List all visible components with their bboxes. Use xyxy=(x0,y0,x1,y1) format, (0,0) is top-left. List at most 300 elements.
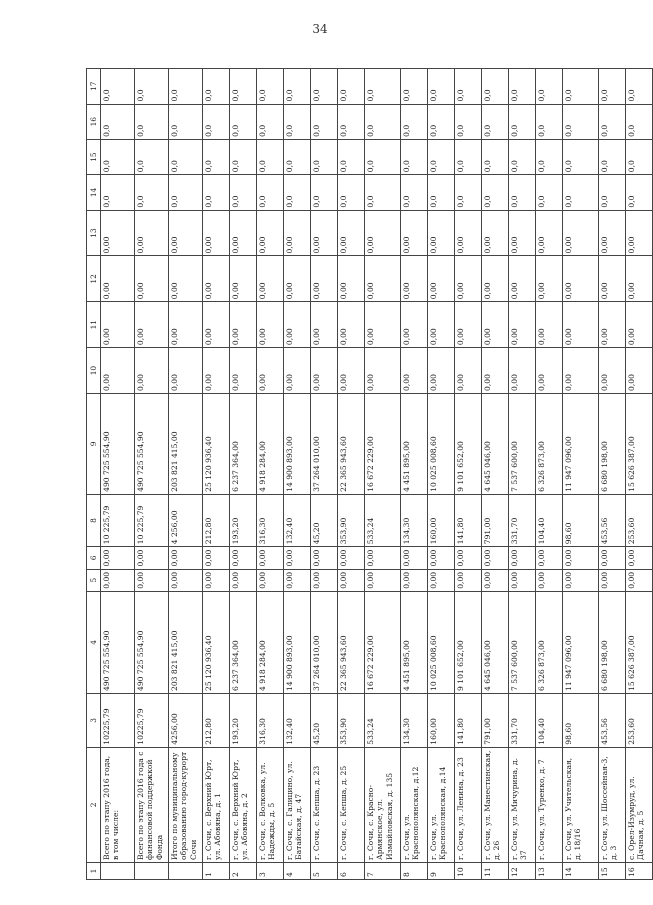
table-cell: 203 821 415,00 xyxy=(169,393,203,494)
table-cell: 11 947 096,00 xyxy=(563,591,599,693)
table-cell: 0,00 xyxy=(284,547,311,569)
column-number: 15 xyxy=(87,139,101,174)
table-cell: 9 101 652,00 xyxy=(455,393,482,494)
table-cell: 0,0 xyxy=(626,139,653,174)
table-cell: г. Сочи, ул. Краснополянская, д.14 xyxy=(428,747,455,862)
table-cell: 0,0 xyxy=(230,69,257,105)
table-cell: 0,00 xyxy=(284,302,311,348)
table-cell: 490 725 554,90 xyxy=(135,393,169,494)
table-cell: 0,00 xyxy=(365,348,401,394)
table-cell: 331,70 xyxy=(509,494,536,546)
table-row xyxy=(338,69,365,880)
table-cell: 0,00 xyxy=(230,210,257,256)
table-cell: 0,00 xyxy=(482,302,509,348)
table-cell: 12 xyxy=(509,862,536,879)
table-cell: 16 xyxy=(626,862,653,879)
table-cell: 0,00 xyxy=(135,569,169,591)
table-cell: 0,00 xyxy=(509,256,536,302)
table-cell: 0,0 xyxy=(401,175,428,210)
table-cell: 0,00 xyxy=(284,569,311,591)
table-row xyxy=(311,69,338,880)
table-cell: 0,0 xyxy=(135,175,169,210)
table-cell: 0,0 xyxy=(230,139,257,174)
column-number: 10 xyxy=(87,348,101,394)
table-cell: 0,0 xyxy=(203,104,230,139)
table-cell: 0,00 xyxy=(230,547,257,569)
table-row xyxy=(257,69,284,880)
table-cell: 0,00 xyxy=(599,547,626,569)
table-cell: 0,00 xyxy=(169,569,203,591)
table-cell: 0,0 xyxy=(482,175,509,210)
table-cell: 0,00 xyxy=(428,547,455,569)
table-cell: 0,0 xyxy=(311,139,338,174)
table-cell: 0,00 xyxy=(482,210,509,256)
table-cell: 0,00 xyxy=(365,210,401,256)
table-cell: 212,80 xyxy=(203,494,230,546)
table-cell: 0,0 xyxy=(311,175,338,210)
table-cell: 14 xyxy=(563,862,599,879)
table-cell: 0,00 xyxy=(230,569,257,591)
table-cell: 0,00 xyxy=(203,256,230,302)
table-cell: 10 xyxy=(455,862,482,879)
table-cell: 11 xyxy=(482,862,509,879)
table-cell: 6 237 364,00 xyxy=(230,591,257,693)
table-cell: 0,0 xyxy=(203,69,230,105)
table-cell: 10 025 008,60 xyxy=(428,591,455,693)
table-cell: 353,90 xyxy=(338,693,365,747)
table-cell: 0,00 xyxy=(428,569,455,591)
table-row xyxy=(284,69,311,880)
table-cell: 0,00 xyxy=(455,302,482,348)
table-row xyxy=(536,69,563,880)
table-cell: г. Сочи, с. Верхний Юрт, ул. Абовяна, д. 1 xyxy=(203,747,230,862)
table-cell: 134,30 xyxy=(401,494,428,546)
table-cell: 0,00 xyxy=(230,256,257,302)
table-cell: г. Сочи, ул. Учительская, д. 18/16 xyxy=(563,747,599,862)
table-cell: 0,0 xyxy=(169,104,203,139)
table-cell: 98,60 xyxy=(563,693,599,747)
table-row xyxy=(101,69,135,880)
table-cell: 0,00 xyxy=(365,547,401,569)
table-cell: 14 900 893,00 xyxy=(284,393,311,494)
column-number: 9 xyxy=(87,393,101,494)
table-cell: 7 537 600,00 xyxy=(509,393,536,494)
table-cell: 6 326 873,00 xyxy=(536,591,563,693)
table-cell: 4256,00 xyxy=(169,693,203,747)
table-cell: 4 645 046,00 xyxy=(482,591,509,693)
table-cell: 0,00 xyxy=(365,256,401,302)
table-cell: 0,0 xyxy=(626,69,653,105)
table-cell: 0,0 xyxy=(536,139,563,174)
table-cell: 0,00 xyxy=(509,210,536,256)
table-cell: 0,00 xyxy=(311,210,338,256)
table-cell: 0,00 xyxy=(338,348,365,394)
table-row xyxy=(563,69,599,880)
table-cell: 0,0 xyxy=(169,69,203,105)
table-cell: 0,0 xyxy=(135,139,169,174)
table-cell: 0,00 xyxy=(626,210,653,256)
table-cell: 0,00 xyxy=(563,569,599,591)
table-cell: 0,00 xyxy=(509,302,536,348)
table-row xyxy=(230,69,257,880)
table-cell: 98,60 xyxy=(563,494,599,546)
column-number: 1 xyxy=(87,862,101,879)
table-cell: г. Сочи, ул. Манестинская, д. 26 xyxy=(482,747,509,862)
table-cell: 0,00 xyxy=(428,256,455,302)
table-cell: 316,30 xyxy=(257,693,284,747)
table-cell: 0,0 xyxy=(509,175,536,210)
table-cell: 0,00 xyxy=(401,348,428,394)
column-number-row xyxy=(87,69,101,880)
table-cell: 104,40 xyxy=(536,494,563,546)
table-cell: 0,0 xyxy=(599,139,626,174)
table-cell: 0,00 xyxy=(338,569,365,591)
table-cell: 0,00 xyxy=(599,210,626,256)
table-cell: 0,00 xyxy=(135,348,169,394)
table-cell: 0,00 xyxy=(536,256,563,302)
table-cell: 0,0 xyxy=(257,69,284,105)
table-cell: 0,00 xyxy=(428,348,455,394)
table-cell: 0,00 xyxy=(536,302,563,348)
table-cell: 0,0 xyxy=(482,69,509,105)
table-row xyxy=(626,69,653,880)
table-cell: 0,0 xyxy=(563,175,599,210)
table-cell: 0,00 xyxy=(169,547,203,569)
table-cell: 0,0 xyxy=(563,69,599,105)
table-cell: 15 626 387,00 xyxy=(626,591,653,693)
table-cell: 453,56 xyxy=(599,693,626,747)
table-cell: 0,0 xyxy=(401,104,428,139)
table-cell: 0,00 xyxy=(101,256,135,302)
table-cell: 0,00 xyxy=(563,302,599,348)
table-cell: 0,00 xyxy=(455,348,482,394)
table-cell: г. Сочи, с. Кепша, д. 25 xyxy=(338,747,365,862)
table-cell: 0,00 xyxy=(626,569,653,591)
table-cell: 0,00 xyxy=(401,302,428,348)
table-cell: 0,00 xyxy=(338,547,365,569)
table-cell: 4 918 284,00 xyxy=(257,393,284,494)
column-number: 16 xyxy=(87,104,101,139)
table-cell: 0,00 xyxy=(101,348,135,394)
table-cell: 0,00 xyxy=(230,302,257,348)
table-cell: г. Сочи, с. Верхний Юрт, ул. Абовяна, д. 2 xyxy=(230,747,257,862)
table-cell: 0,0 xyxy=(626,104,653,139)
table-cell: 0,0 xyxy=(101,104,135,139)
table-cell: 0,0 xyxy=(428,175,455,210)
table-cell: 0,00 xyxy=(455,256,482,302)
table-cell: 7 537 600,00 xyxy=(509,591,536,693)
table-cell: 0,00 xyxy=(338,210,365,256)
table-cell: 353,90 xyxy=(338,494,365,546)
table-cell: Итого по муниципальному образованию город-курорт Сочи xyxy=(169,747,203,862)
table-cell: 533,24 xyxy=(365,693,401,747)
table-cell: 0,0 xyxy=(203,175,230,210)
table-cell: 0,0 xyxy=(284,69,311,105)
table-cell: 0,00 xyxy=(101,569,135,591)
table-cell: г. Сочи, с. Кепша, д. 23 xyxy=(311,747,338,862)
table-cell: 4 256,00 xyxy=(169,494,203,546)
table-cell: 0,00 xyxy=(203,569,230,591)
table-cell: 16 672 229,00 xyxy=(365,393,401,494)
table-cell: 4 645 046,00 xyxy=(482,393,509,494)
table-cell: 203 821 415,00 xyxy=(169,591,203,693)
table-cell: 0,00 xyxy=(482,569,509,591)
table-cell: 3 xyxy=(257,862,284,879)
table-cell: 0,0 xyxy=(536,104,563,139)
table-cell: 0,00 xyxy=(101,210,135,256)
table-cell: 0,0 xyxy=(563,139,599,174)
table-cell: 0,0 xyxy=(455,139,482,174)
table-cell: 0,0 xyxy=(284,175,311,210)
table-cell: 0,00 xyxy=(536,547,563,569)
table-cell xyxy=(101,862,135,879)
table-cell: 0,0 xyxy=(365,175,401,210)
table-cell: 0,00 xyxy=(563,348,599,394)
table-cell: 0,0 xyxy=(101,139,135,174)
table-cell: 25 120 936,40 xyxy=(203,591,230,693)
table-cell: 0,00 xyxy=(455,210,482,256)
table-cell: 193,20 xyxy=(230,693,257,747)
table-cell: 10225,79 xyxy=(135,693,169,747)
table-cell: 0,00 xyxy=(482,348,509,394)
table-cell: 0,00 xyxy=(101,547,135,569)
column-number: 5 xyxy=(87,569,101,591)
table-cell xyxy=(135,862,169,879)
table-cell: 0,0 xyxy=(536,175,563,210)
table-cell: 0,0 xyxy=(563,104,599,139)
table-cell: 6 680 198,00 xyxy=(599,393,626,494)
table-cell: 0,0 xyxy=(401,139,428,174)
column-number: 12 xyxy=(87,256,101,302)
table-cell: 9 xyxy=(428,862,455,879)
table-cell: г. Сочи, с. Красно-Армянское, ул. Измайловская, д. 135 xyxy=(365,747,401,862)
table-cell: 0,00 xyxy=(428,210,455,256)
table-cell: 0,0 xyxy=(599,175,626,210)
column-number: 4 xyxy=(87,591,101,693)
table-cell: 0,0 xyxy=(626,175,653,210)
table-cell: 10 225,79 xyxy=(101,494,135,546)
table-cell: Всего по этапу 2016 года, в том числе: xyxy=(101,747,135,862)
table-cell: 0,00 xyxy=(230,348,257,394)
table-cell: 22 365 943,60 xyxy=(338,393,365,494)
table-cell: 8 xyxy=(401,862,428,879)
table-cell: 6 326 873,00 xyxy=(536,393,563,494)
table-cell: 0,00 xyxy=(257,256,284,302)
table-cell: 0,00 xyxy=(284,348,311,394)
column-number: 6 xyxy=(87,547,101,569)
table-cell: 0,0 xyxy=(135,104,169,139)
table-cell: 141,80 xyxy=(455,693,482,747)
table-cell: 253,60 xyxy=(626,494,653,546)
table-cell: 0,00 xyxy=(626,348,653,394)
table-cell: 0,00 xyxy=(135,547,169,569)
table-cell: 22 365 943,60 xyxy=(338,591,365,693)
table-cell: 0,00 xyxy=(428,302,455,348)
table-cell: 0,00 xyxy=(626,302,653,348)
table-cell: 6 xyxy=(338,862,365,879)
table-cell: 0,00 xyxy=(257,302,284,348)
table-cell: 0,00 xyxy=(311,348,338,394)
table-cell: 1 xyxy=(203,862,230,879)
table-cell: 45,20 xyxy=(311,494,338,546)
table-cell: 13 xyxy=(536,862,563,879)
table-cell: 0,0 xyxy=(365,69,401,105)
table-cell: 0,00 xyxy=(203,547,230,569)
table-cell: 0,0 xyxy=(365,104,401,139)
table-row xyxy=(365,69,401,880)
table-cell: 490 725 554,90 xyxy=(101,591,135,693)
table-cell: 0,00 xyxy=(563,547,599,569)
table-cell: 0,00 xyxy=(169,302,203,348)
table-cell: 0,00 xyxy=(482,547,509,569)
table-cell: 0,0 xyxy=(257,104,284,139)
table-cell: 0,00 xyxy=(401,569,428,591)
table-cell: 0,0 xyxy=(365,139,401,174)
table-cell: 533,24 xyxy=(365,494,401,546)
table-cell: 0,00 xyxy=(455,547,482,569)
table-cell: 0,00 xyxy=(101,302,135,348)
table-cell: 0,00 xyxy=(536,210,563,256)
table-cell: 0,0 xyxy=(101,69,135,105)
table-row xyxy=(599,69,626,880)
table-cell: 0,0 xyxy=(401,69,428,105)
table-cell: 134,30 xyxy=(401,693,428,747)
table-cell: 453,56 xyxy=(599,494,626,546)
table-cell: 0,00 xyxy=(311,302,338,348)
table-cell: 0,0 xyxy=(230,175,257,210)
table-cell: 791,00 xyxy=(482,494,509,546)
table-cell: 15 626 387,00 xyxy=(626,393,653,494)
table-cell: 0,0 xyxy=(599,104,626,139)
table-cell: 10225,79 xyxy=(101,693,135,747)
table-cell: 0,00 xyxy=(284,210,311,256)
table-cell: 0,0 xyxy=(509,69,536,105)
table-cell: 16 672 229,00 xyxy=(365,591,401,693)
table-cell: 37 264 010,00 xyxy=(311,591,338,693)
table-row xyxy=(428,69,455,880)
table-cell: г. Сочи, с. Волковка, ул. Надежды, д. 5 xyxy=(257,747,284,862)
table-cell: 0,00 xyxy=(365,569,401,591)
table-row xyxy=(169,69,203,880)
table-cell: 0,0 xyxy=(428,104,455,139)
table-cell: 193,20 xyxy=(230,494,257,546)
table-cell: 0,00 xyxy=(311,256,338,302)
table-cell: 2 xyxy=(230,862,257,879)
table-cell: г. Сочи, ул. Мичурина, д. 37 xyxy=(509,747,536,862)
table-cell: 0,0 xyxy=(338,175,365,210)
table-row xyxy=(135,69,169,880)
table-cell: 141,80 xyxy=(455,494,482,546)
table-cell: 0,00 xyxy=(135,256,169,302)
table-cell: 25 120 936,40 xyxy=(203,393,230,494)
table-cell: 9 101 652,00 xyxy=(455,591,482,693)
rotated-table-wrapper xyxy=(86,68,646,880)
table-cell: 212,80 xyxy=(203,693,230,747)
table-cell: 791,00 xyxy=(482,693,509,747)
column-number: 13 xyxy=(87,210,101,256)
table-cell: 0,00 xyxy=(599,348,626,394)
table-cell: 0,00 xyxy=(257,348,284,394)
table-cell: 0,00 xyxy=(536,569,563,591)
table-cell: 4 451 895,00 xyxy=(401,591,428,693)
table-cell: 0,00 xyxy=(599,569,626,591)
table-cell: 0,00 xyxy=(338,256,365,302)
table-cell: 0,0 xyxy=(428,139,455,174)
table-cell: 0,00 xyxy=(626,256,653,302)
table-cell: 0,0 xyxy=(536,69,563,105)
table-cell: 0,0 xyxy=(482,139,509,174)
table-cell: 0,0 xyxy=(482,104,509,139)
table-cell: 0,0 xyxy=(257,139,284,174)
table-cell: 0,0 xyxy=(428,69,455,105)
table-cell: 0,00 xyxy=(169,256,203,302)
table-cell: г. Сочи, ул. Туренко, д. 7 xyxy=(536,747,563,862)
table-cell: 0,00 xyxy=(257,569,284,591)
table-cell: 132,40 xyxy=(284,494,311,546)
table-cell: 0,0 xyxy=(284,104,311,139)
table-cell: 0,0 xyxy=(311,69,338,105)
table-cell: 0,0 xyxy=(338,139,365,174)
column-number: 8 xyxy=(87,494,101,546)
table-cell: 0,0 xyxy=(203,139,230,174)
table-row xyxy=(509,69,536,880)
table-cell: 0,0 xyxy=(135,69,169,105)
table-cell: 0,00 xyxy=(284,256,311,302)
column-number: 3 xyxy=(87,693,101,747)
table-cell: 490 725 554,90 xyxy=(101,393,135,494)
table-cell: 0,0 xyxy=(284,139,311,174)
table-cell: 0,00 xyxy=(563,210,599,256)
table-cell: 160,00 xyxy=(428,494,455,546)
table-cell: 0,0 xyxy=(257,175,284,210)
table-cell: г. Сочи, с. Галицино, ул. Батайская, д. 47 xyxy=(284,747,311,862)
column-number: 2 xyxy=(87,747,101,862)
table-cell: 0,00 xyxy=(509,348,536,394)
table-cell: 0,0 xyxy=(101,175,135,210)
table-cell: 0,00 xyxy=(509,547,536,569)
table-cell: 0,00 xyxy=(536,348,563,394)
repair-schedule-table xyxy=(86,68,653,880)
table-cell: 0,0 xyxy=(509,139,536,174)
table-cell: 0,00 xyxy=(169,348,203,394)
table-cell: 253,60 xyxy=(626,693,653,747)
table-cell: 0,0 xyxy=(455,104,482,139)
table-cell: 132,40 xyxy=(284,693,311,747)
table-cell: 37 264 010,00 xyxy=(311,393,338,494)
table-cell: 0,00 xyxy=(311,547,338,569)
table-cell: 0,00 xyxy=(599,256,626,302)
table-cell: 4 918 284,00 xyxy=(257,591,284,693)
table-row xyxy=(482,69,509,880)
page-number: 34 xyxy=(312,22,328,36)
table-cell: 0,0 xyxy=(599,69,626,105)
table-cell: г. Сочи, ул. Краснополянская, д.12 xyxy=(401,747,428,862)
table-cell: 10 025 008,60 xyxy=(428,393,455,494)
table-cell: 45,20 xyxy=(311,693,338,747)
table-cell: 10 225,79 xyxy=(135,494,169,546)
column-number: 17 xyxy=(87,69,101,105)
table-row xyxy=(203,69,230,880)
table-cell: 5 xyxy=(311,862,338,879)
table-cell: 0,00 xyxy=(401,210,428,256)
table-cell: 14 900 893,00 xyxy=(284,591,311,693)
table-cell: г. Сочи, ул. Шоссейная-3, д. 3 xyxy=(599,747,626,862)
table-cell: 0,00 xyxy=(455,569,482,591)
table-cell: 0,0 xyxy=(169,175,203,210)
table-cell: 0,00 xyxy=(482,256,509,302)
table-cell: 0,0 xyxy=(230,104,257,139)
table-cell: с. Орел-Изумруд, ул. Дачная, д. 5 xyxy=(626,747,653,862)
